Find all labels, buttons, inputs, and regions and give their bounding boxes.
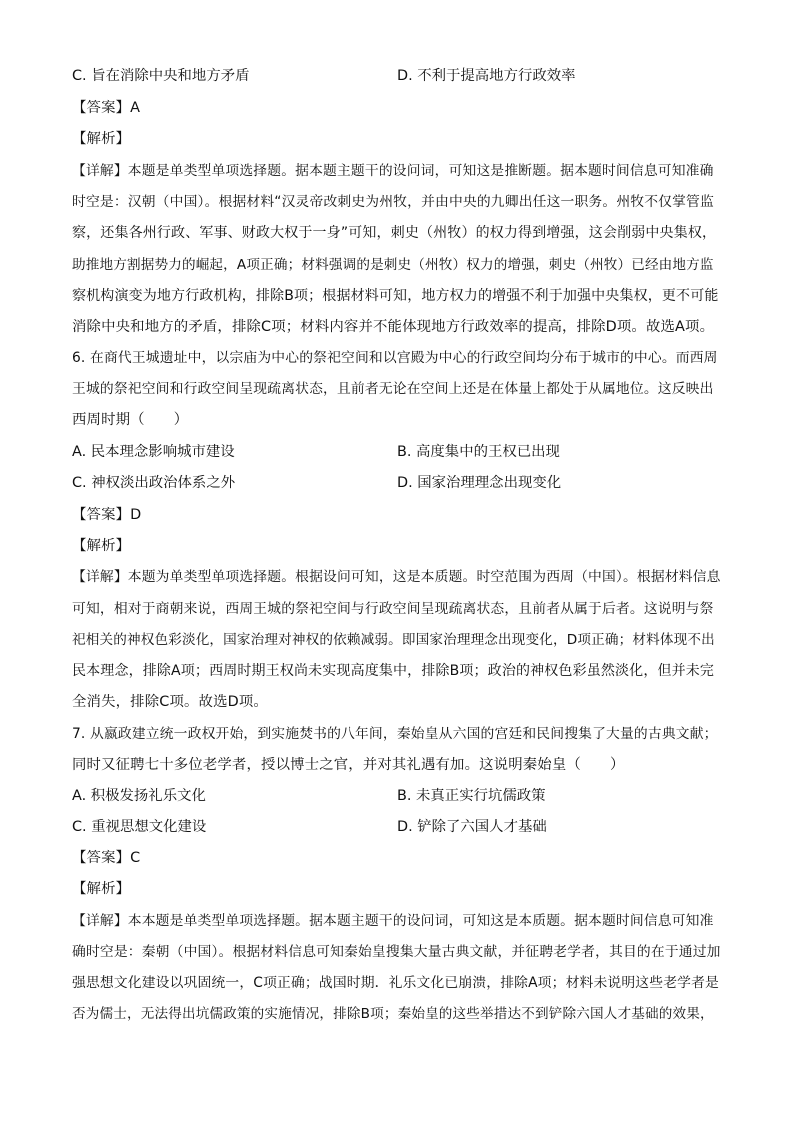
q6-detail-line: 全消失，排除C项。故选D项。 xyxy=(72,694,268,710)
q5-detail-line: 察，还集各州行政、军事、财政大权于一身”可知，刺史（州牧）的权力得到增强，这会削弱中央集权， xyxy=(72,225,717,241)
q6-detail-line: 祀相关的神权色彩淡化，国家治理对神权的依赖减弱。即国家治理理念出现变化，D项正确；材料体现不出 xyxy=(72,632,715,648)
q6-stem-line: 西周时期（ ） xyxy=(72,412,189,428)
q6-option-d: D. 国家治理理念出现变化 xyxy=(397,475,562,491)
q7-detail-line: 否为儒士，无法得出坑儒政策的实施情况，排除B项；秦始皇的这些举措达不到铲除六国人才基础的效果， xyxy=(72,1006,714,1022)
q7-stem-line: 同时又征聘七十多位老学者，授以博士之官，并对其礼遇有加。这说明秦始皇（ ） xyxy=(72,757,625,773)
q6-option-a: A. 民本理念影响城市建设 xyxy=(72,444,235,460)
q7-option-d: D. 铲除了六国人才基础 xyxy=(397,819,547,835)
q6-detail-line: 【详解】本题为单类型单项选择题。根据设问可知，这是本质题。时空范围为西周（中国）。根据材料信息 xyxy=(72,569,721,585)
q6-stem-line: 6. 在商代王城遗址中，以宗庙为中心的祭祀空间和以宫殿为中心的行政空间均分布于城市的中心。而西周 xyxy=(72,350,718,366)
q5-option-d: D. 不利于提高地方行政效率 xyxy=(397,68,576,84)
q7-option-a: A. 积极发扬礼乐文化 xyxy=(72,788,206,804)
q6-option-b: B. 高度集中的王权已出现 xyxy=(397,444,560,460)
q6-detail-line: 民本理念，排除A项；西周时期王权尚未实现高度集中，排除B项；政治的神权色彩虽然淡化，但并未完 xyxy=(72,663,715,679)
q6-answer: 【答案】D xyxy=(72,507,142,523)
q5-detail-line: 消除中央和地方的矛盾，排除C项；材料内容并不能体现地方行政效率的提高，排除D项。故选A项。 xyxy=(72,319,715,335)
q6-analysis-label: 【解析】 xyxy=(72,538,131,554)
q7-detail-line: 确时空是：秦朝（中国）。根据材料信息可知秦始皇搜集大量古典文献，并征聘老学者，其目的在于通过加 xyxy=(72,944,721,960)
q7-analysis-label: 【解析】 xyxy=(72,881,131,897)
q5-detail-line: 助推地方割据势力的崛起，A项正确；材料强调的是刺史（州牧）权力的增强，刺史（州牧）已经由地方监 xyxy=(72,257,714,273)
q7-option-b: B. 未真正实行坑儒政策 xyxy=(397,788,546,804)
q5-answer: 【答案】A xyxy=(72,100,141,116)
q7-detail-line: 【详解】本本题是单类型单项选择题。据本题主题干的设问词，可知这是本质题。据本题时间信息可知准 xyxy=(72,913,714,929)
q5-detail-line: 察机构演变为地方行政机构，排除B项；根据材料可知，地方权力的增强不利于加强中央集权，更不可能 xyxy=(72,288,719,304)
q7-detail-line: 强思想文化建设以巩固统一，C项正确；战国时期．礼乐文化已崩溃，排除A项；材料未说明这些老学者是 xyxy=(72,975,719,991)
q6-option-c: C. 神权淡出政治体系之外 xyxy=(72,475,236,491)
q7-answer: 【答案】C xyxy=(72,850,141,866)
q5-analysis-label: 【解析】 xyxy=(72,131,131,147)
q5-detail-line: 时空是：汉朝（中国）。根据材料“汉灵帝改刺史为州牧，并由中央的九卿出任这一职务。州牧不仅掌管监 xyxy=(72,194,714,210)
q7-stem-line: 7. 从嬴政建立统一政权开始，到实施焚书的八年间，秦始皇从六国的宫廷和民间搜集了大量的古典文献； xyxy=(72,726,718,742)
q6-detail-line: 可知，相对于商朝来说，西周王城的祭祀空间与行政空间呈现疏离状态，且前者从属于后者。这说明与祭 xyxy=(72,601,714,617)
q7-option-c: C. 重视思想文化建设 xyxy=(72,819,207,835)
q6-stem-line: 王城的祭祀空间和行政空间呈现疏离状态，且前者无论在空间上还是在体量上都处于从属地位。这反映出 xyxy=(72,381,714,397)
q5-option-c: C. 旨在消除中央和地方矛盾 xyxy=(72,68,250,84)
q5-detail-line: 【详解】本题是单类型单项选择题。据本题主题干的设问词，可知这是推断题。据本题时间信息可知准确 xyxy=(72,163,714,179)
